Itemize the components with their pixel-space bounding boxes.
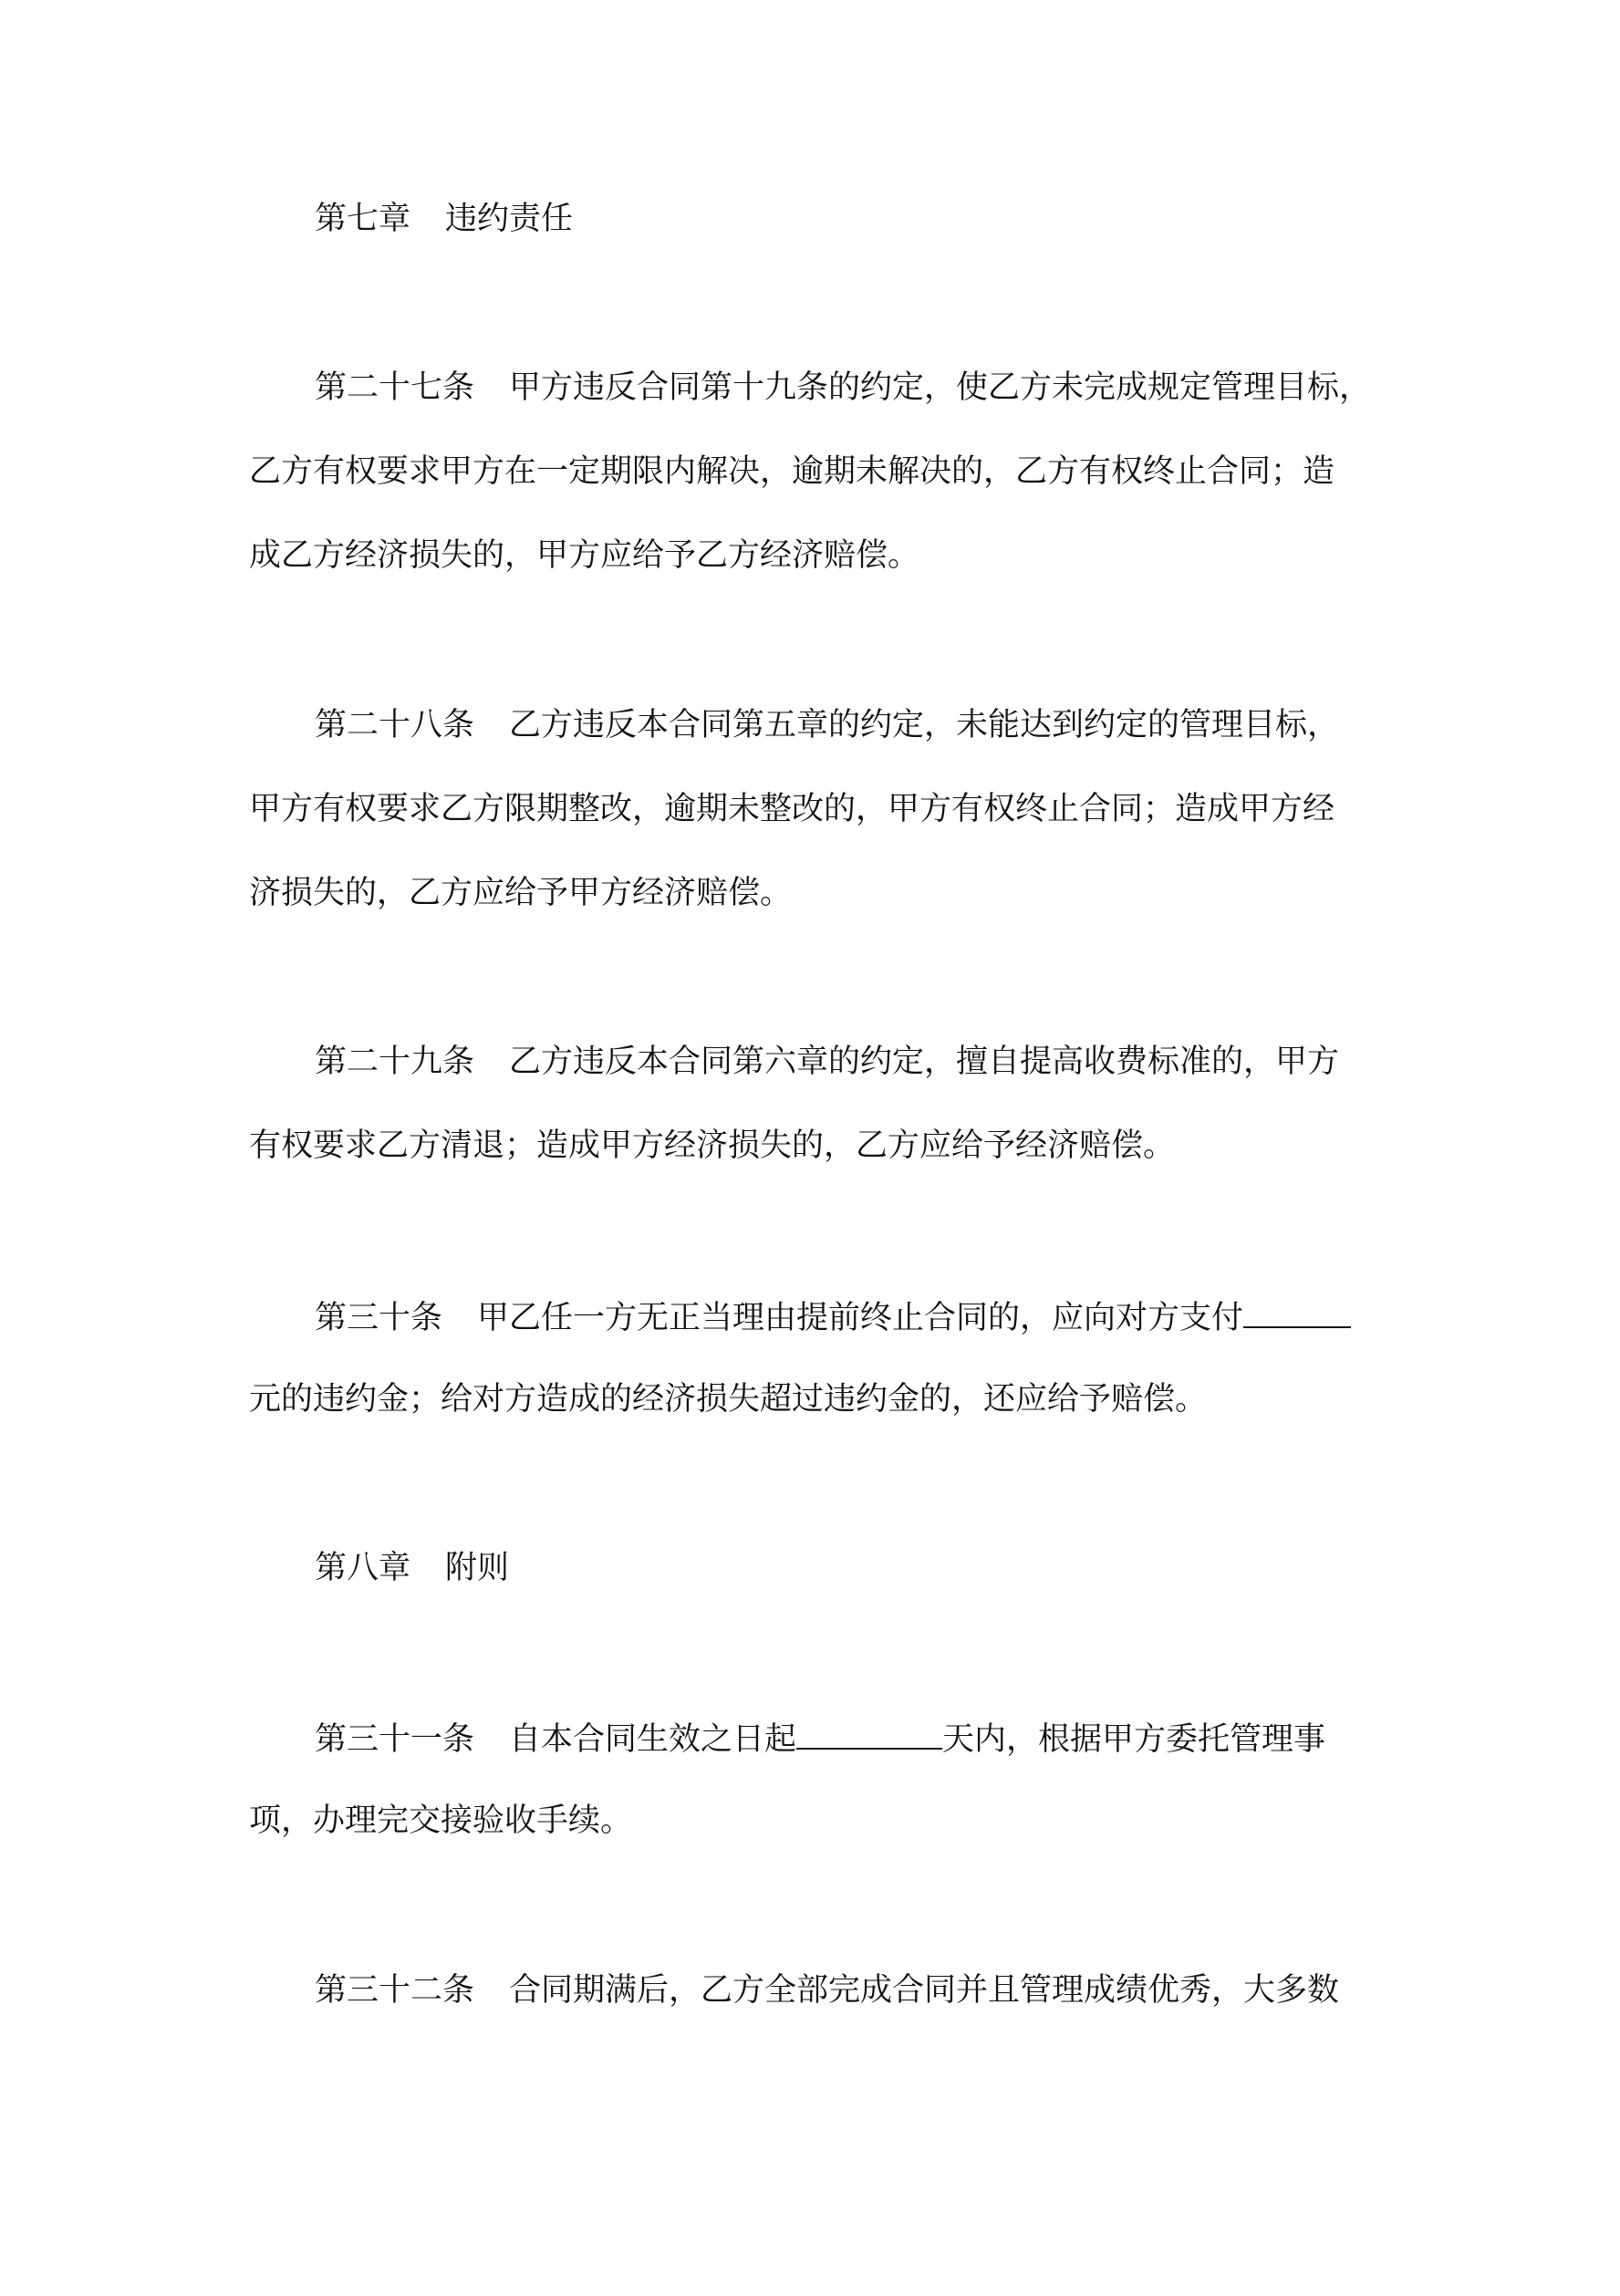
article-number: 第三十二条 <box>315 1972 475 2009</box>
article-text: 合同期满后，乙方全部完成合同并且管理成绩优秀，大多数 <box>509 1972 1340 2009</box>
article-text: 天内，根据甲方委托管理事 <box>942 1721 1326 1758</box>
article-number: 第二十九条 <box>315 1044 475 1080</box>
article-number: 第三十一条 <box>315 1721 475 1758</box>
amount-blank <box>1243 1295 1351 1328</box>
chapter-title: 附则 <box>445 1550 510 1586</box>
chapter-7-heading <box>315 199 1382 239</box>
days-blank <box>796 1717 942 1750</box>
article-32-line-1 <box>315 1970 1382 2010</box>
article-number: 第二十七条 <box>315 369 475 406</box>
article-31-line-2: 项，办理完交接验收手续。 <box>249 1803 633 1839</box>
article-27-line-3: 成乙方经济损失的，甲方应给予乙方经济赔偿。 <box>249 537 920 574</box>
chapter-number: 第八章 <box>315 1550 411 1586</box>
article-text: 甲乙任一方无正当理由提前终止合同的，应向对方支付 <box>477 1300 1244 1336</box>
article-29-line-1 <box>315 1042 1382 1082</box>
chapter-number: 第七章 <box>315 201 411 237</box>
article-28-line-2: 甲方有权要求乙方限期整改，逾期未整改的，甲方有权终止合同；造成甲方经 <box>249 791 1335 827</box>
article-30-line-1 <box>315 1295 1382 1338</box>
article-text: 乙方违反本合同第五章的约定，未能达到约定的管理目标， <box>509 707 1340 743</box>
article-text: 甲方违反合同第十九条的约定，使乙方未完成规定管理目标， <box>509 369 1372 406</box>
chapter-8-heading <box>315 1548 1382 1588</box>
chapter-title: 违约责任 <box>445 201 574 237</box>
article-number: 第二十八条 <box>315 707 475 743</box>
article-number: 第三十条 <box>315 1300 443 1336</box>
article-31-line-1 <box>315 1717 1382 1760</box>
article-28-line-1 <box>315 705 1382 745</box>
article-27-line-2: 乙方有权要求甲方在一定期限内解决，逾期未解决的，乙方有权终止合同；造 <box>249 453 1335 490</box>
article-28-line-3: 济损失的，乙方应给予甲方经济赔偿。 <box>249 875 793 911</box>
article-29-line-2: 有权要求乙方清退；造成甲方经济损失的，乙方应给予经济赔偿。 <box>249 1127 1176 1164</box>
article-text: 乙方违反本合同第六章的约定，擅自提高收费标准的，甲方 <box>509 1044 1340 1080</box>
article-27-line-1 <box>315 368 1382 408</box>
article-30-line-2: 元的违约金；给对方造成的经济损失超过违约金的，还应给予赔偿。 <box>249 1381 1208 1418</box>
article-text: 自本合同生效之日起 <box>509 1721 797 1758</box>
